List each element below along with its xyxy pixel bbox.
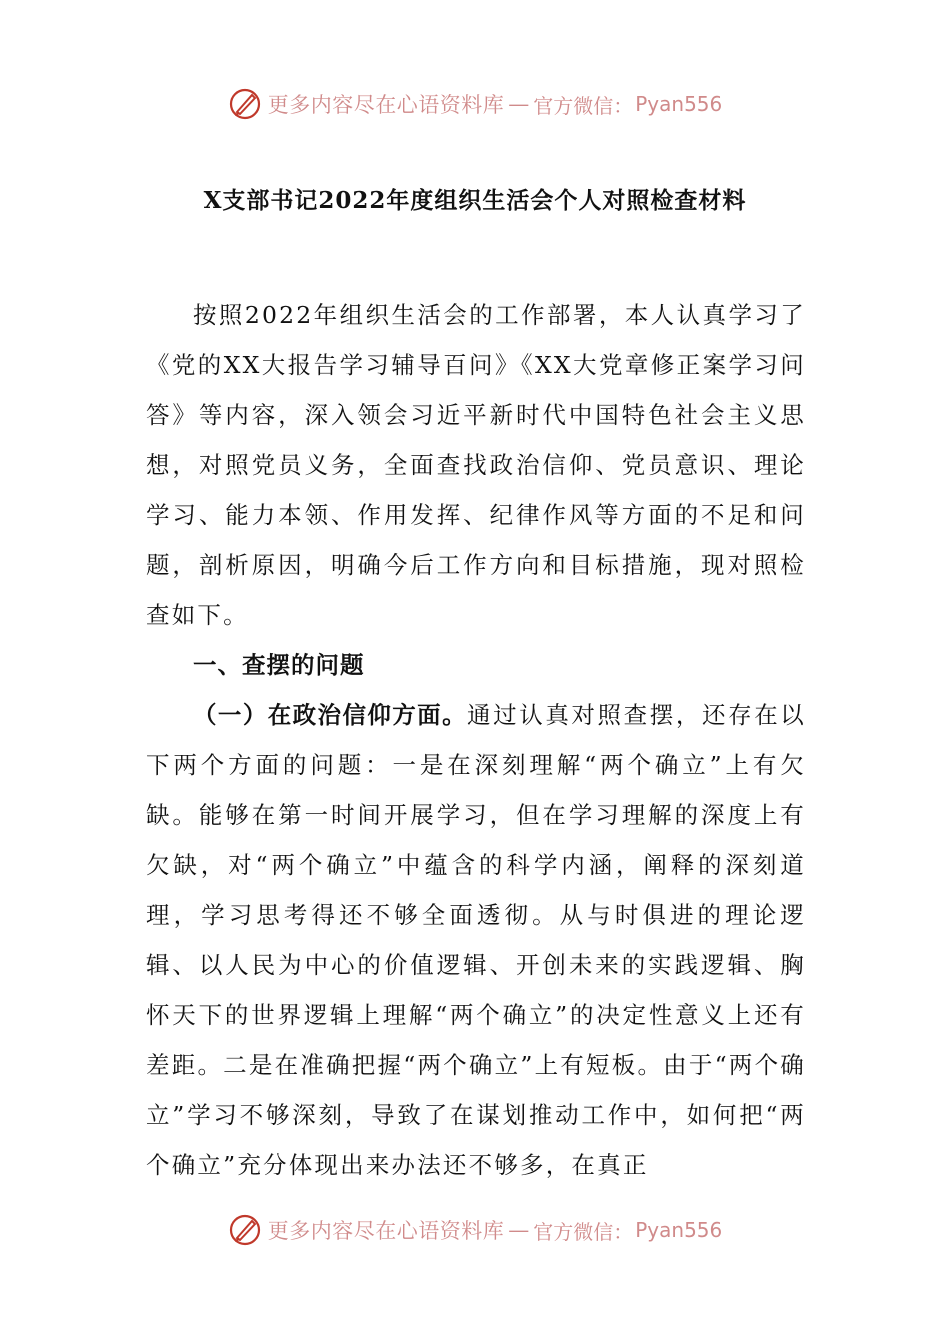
watermark-header bbox=[0, 84, 950, 124]
watermark-wechat-label: 官方微信： bbox=[533, 93, 634, 118]
document-body bbox=[146, 290, 806, 1190]
watermark-text: 更多内容尽在心语资料库 bbox=[267, 1219, 505, 1243]
subsection-lead: （一）在政治信仰方面。 bbox=[193, 701, 467, 729]
watermark-footer bbox=[0, 1210, 950, 1250]
intro-paragraph: 按照2022年组织生活会的工作部署，本人认真学习了《党的XX大报告学习辅导百问》《XX大党章修正案学习问答》等内容，深入领会习近平新时代中国特色社会主义思想，对照党员义务，全面查找政治信仰、党员意识、理论学习、能力本领、作用发挥、纪律作风等方面的不足和问题，剖析原因，明确今后工作方向和目标措施，现对照检查如下。 bbox=[146, 301, 806, 629]
watermark-wechat-id: Pyan556 bbox=[635, 92, 723, 116]
pen-logo-icon bbox=[228, 1213, 262, 1247]
subsection-body: 通过认真对照查摆，还存在以下两个方面的问题：一是在深刻理解“两个确立”上有欠缺。能够在第一时间开展学习，但在学习理解的深度上有欠缺，对“两个确立”中蕴含的科学内涵，阐释的深刻道理，学习思考得还不够全面透彻。从与时俱进的理论逻辑、以人民为中心的价值逻辑、开创未来的实践逻辑、胸怀天下的世界逻辑上理解“两个确立”的决定性意义上还有差距。二是在准确把握“两个确立”上有短板。由于“两个确立”学习不够深刻，导致了在谋划推动工作中，如何把“两个确立”充分体现出来办法还不够多，在真正 bbox=[146, 701, 806, 1179]
section-heading: 一、查摆的问题 bbox=[193, 651, 365, 679]
subsection-paragraph bbox=[146, 690, 806, 1190]
watermark-text: 更多内容尽在心语资料库 bbox=[267, 93, 505, 117]
watermark-wechat-id: Pyan556 bbox=[635, 1218, 723, 1242]
document-title: X支部书记2022年度组织生活会个人对照检查材料 bbox=[203, 187, 747, 214]
pen-logo-icon bbox=[228, 87, 262, 121]
watermark-separator: — bbox=[508, 1218, 530, 1242]
watermark-wechat-label: 官方微信： bbox=[533, 1219, 634, 1244]
watermark-separator: — bbox=[508, 92, 530, 116]
